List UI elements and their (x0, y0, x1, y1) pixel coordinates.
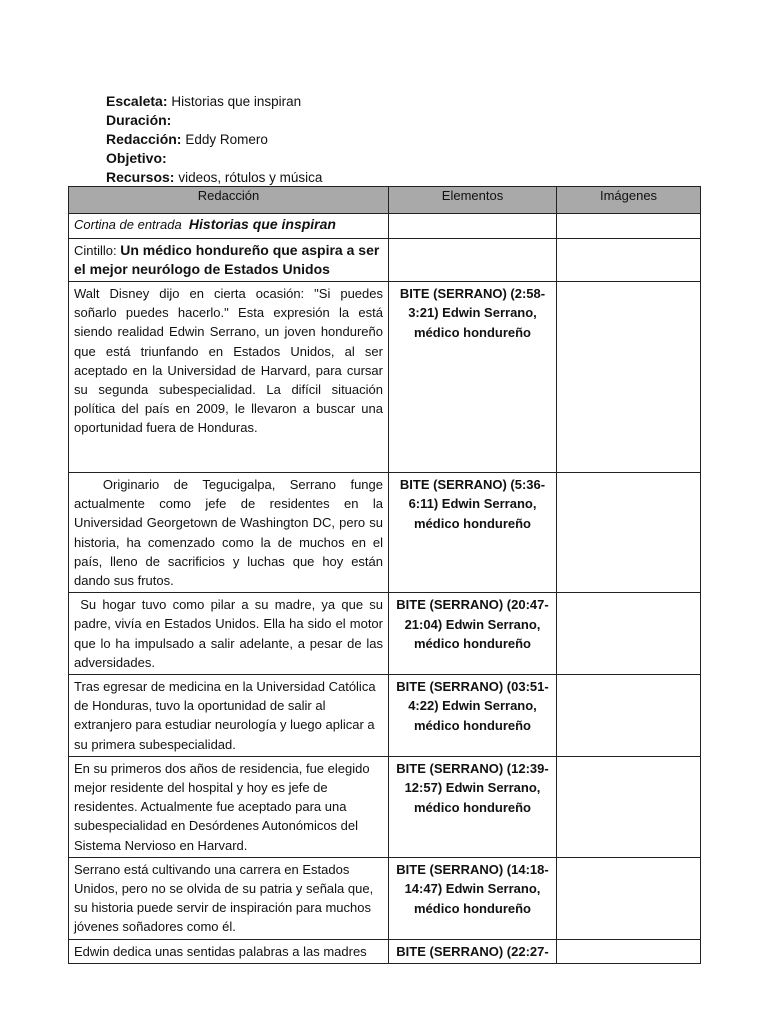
elements-cell: BITE (SERRANO) (20:47-21:04) Edwin Serrano, médico hondureño (389, 593, 557, 675)
elements-cell: BITE (SERRANO) (22:27- (389, 939, 557, 963)
script-table (68, 186, 701, 964)
images-cell (557, 282, 701, 473)
recursos-line (106, 168, 322, 187)
redaccion-cell: En su primeros dos años de residencia, fue elegido mejor residente del hospital y hoy es jefe de residentes. Actualmente fue aceptado para una subespecialidad en Desórdenes Autonómicos del Sistema Nervioso en Harvard. (69, 756, 389, 857)
images-cell (557, 473, 701, 593)
table-row (69, 675, 701, 757)
images-cell (557, 593, 701, 675)
table-row (69, 473, 701, 593)
redaccion-cell: Tras egresar de medicina en la Universidad Católica de Honduras, tuvo la oportunidad de salir al extranjero para estudiar neurología y luego aplicar a su primera subespecialidad. (69, 675, 389, 757)
recursos-label: Recursos: (106, 169, 175, 185)
duracion-label: Duración: (106, 112, 172, 128)
duracion-line (106, 111, 322, 130)
elements-cell (389, 214, 557, 239)
cintillo-title: Un médico hondureño que aspira a ser el mejor neurólogo de Estados Unidos (74, 242, 380, 277)
images-cell (557, 239, 701, 282)
elements-cell: BITE (SERRANO) (03:51-4:22) Edwin Serrano, médico hondureño (389, 675, 557, 757)
cintillo-cell (69, 239, 389, 282)
table-row (69, 857, 701, 939)
images-cell (557, 756, 701, 857)
redaccion-label: Redacción: (106, 131, 182, 147)
script-header (106, 92, 322, 187)
table-header-row (69, 187, 701, 214)
elements-cell: BITE (SERRANO) (5:36-6:11) Edwin Serrano, médico hondureño (389, 473, 557, 593)
redaccion-cell: Originario de Tegucigalpa, Serrano funge actualmente como jefe de residentes en la Universidad Georgetown de Washington DC, pero su historia, ha comenzado como la de muchos en el país, lleno de sacrificios y luchas que hoy están dando sus frutos. (69, 473, 389, 593)
redaccion-cell: Serrano está cultivando una carrera en Estados Unidos, pero no se olvida de su patria y señala que, su historia puede servir de inspiración para muchos jóvenes soñadores como él. (69, 857, 389, 939)
table-row-cintillo (69, 239, 701, 282)
cintillo-label: Cintillo: (74, 243, 117, 258)
escaleta-label: Escaleta: (106, 93, 168, 109)
redaccion-value: Eddy Romero (185, 132, 268, 147)
table-row-cortina (69, 214, 701, 239)
elements-cell: BITE (SERRANO) (12:39-12:57) Edwin Serrano, médico hondureño (389, 756, 557, 857)
column-header-elementos: Elementos (389, 187, 557, 214)
objetivo-line (106, 149, 322, 168)
images-cell (557, 675, 701, 757)
images-cell (557, 939, 701, 963)
images-cell (557, 214, 701, 239)
cortina-title: Historias que inspiran (188, 216, 336, 232)
redaccion-cell: Edwin dedica unas sentidas palabras a las madres (69, 939, 389, 963)
column-header-imagenes: Imágenes (557, 187, 701, 214)
elements-cell: BITE (SERRANO) (14:18-14:47) Edwin Serrano, médico hondureño (389, 857, 557, 939)
escaleta-line (106, 92, 322, 111)
redaccion-line (106, 130, 322, 149)
redaccion-cell: Su hogar tuvo como pilar a su madre, ya que su padre, vivía en Estados Unidos. Ella ha sido el motor que lo ha impulsado a salir adelante, a pesar de las adversidades. (69, 593, 389, 675)
column-header-redaccion: Redacción (69, 187, 389, 214)
images-cell (557, 857, 701, 939)
elements-cell: BITE (SERRANO) (2:58-3:21) Edwin Serrano, médico hondureño (389, 282, 557, 473)
objetivo-label: Objetivo: (106, 150, 167, 166)
table-row (69, 282, 701, 473)
recursos-value: videos, rótulos y música (178, 170, 323, 185)
redaccion-cell: Walt Disney dijo en cierta ocasión: "Si puedes soñarlo puedes hacerlo." Esta expresión la está siendo realidad Edwin Serrano, un joven hondureño que está triunfando en Estados Unidos, al ser aceptado en la Universidad de Harvard, para cursar su segunda subespecialidad. La difícil situación política del país en 2009, le llevaron a buscar una oportunidad fuera de Honduras. (69, 282, 389, 473)
table-row (69, 939, 701, 963)
escaleta-value: Historias que inspiran (171, 94, 302, 109)
cortina-cell (69, 214, 389, 239)
table-row (69, 756, 701, 857)
elements-cell (389, 239, 557, 282)
table-row (69, 593, 701, 675)
cortina-label: Cortina de entrada (74, 217, 182, 232)
